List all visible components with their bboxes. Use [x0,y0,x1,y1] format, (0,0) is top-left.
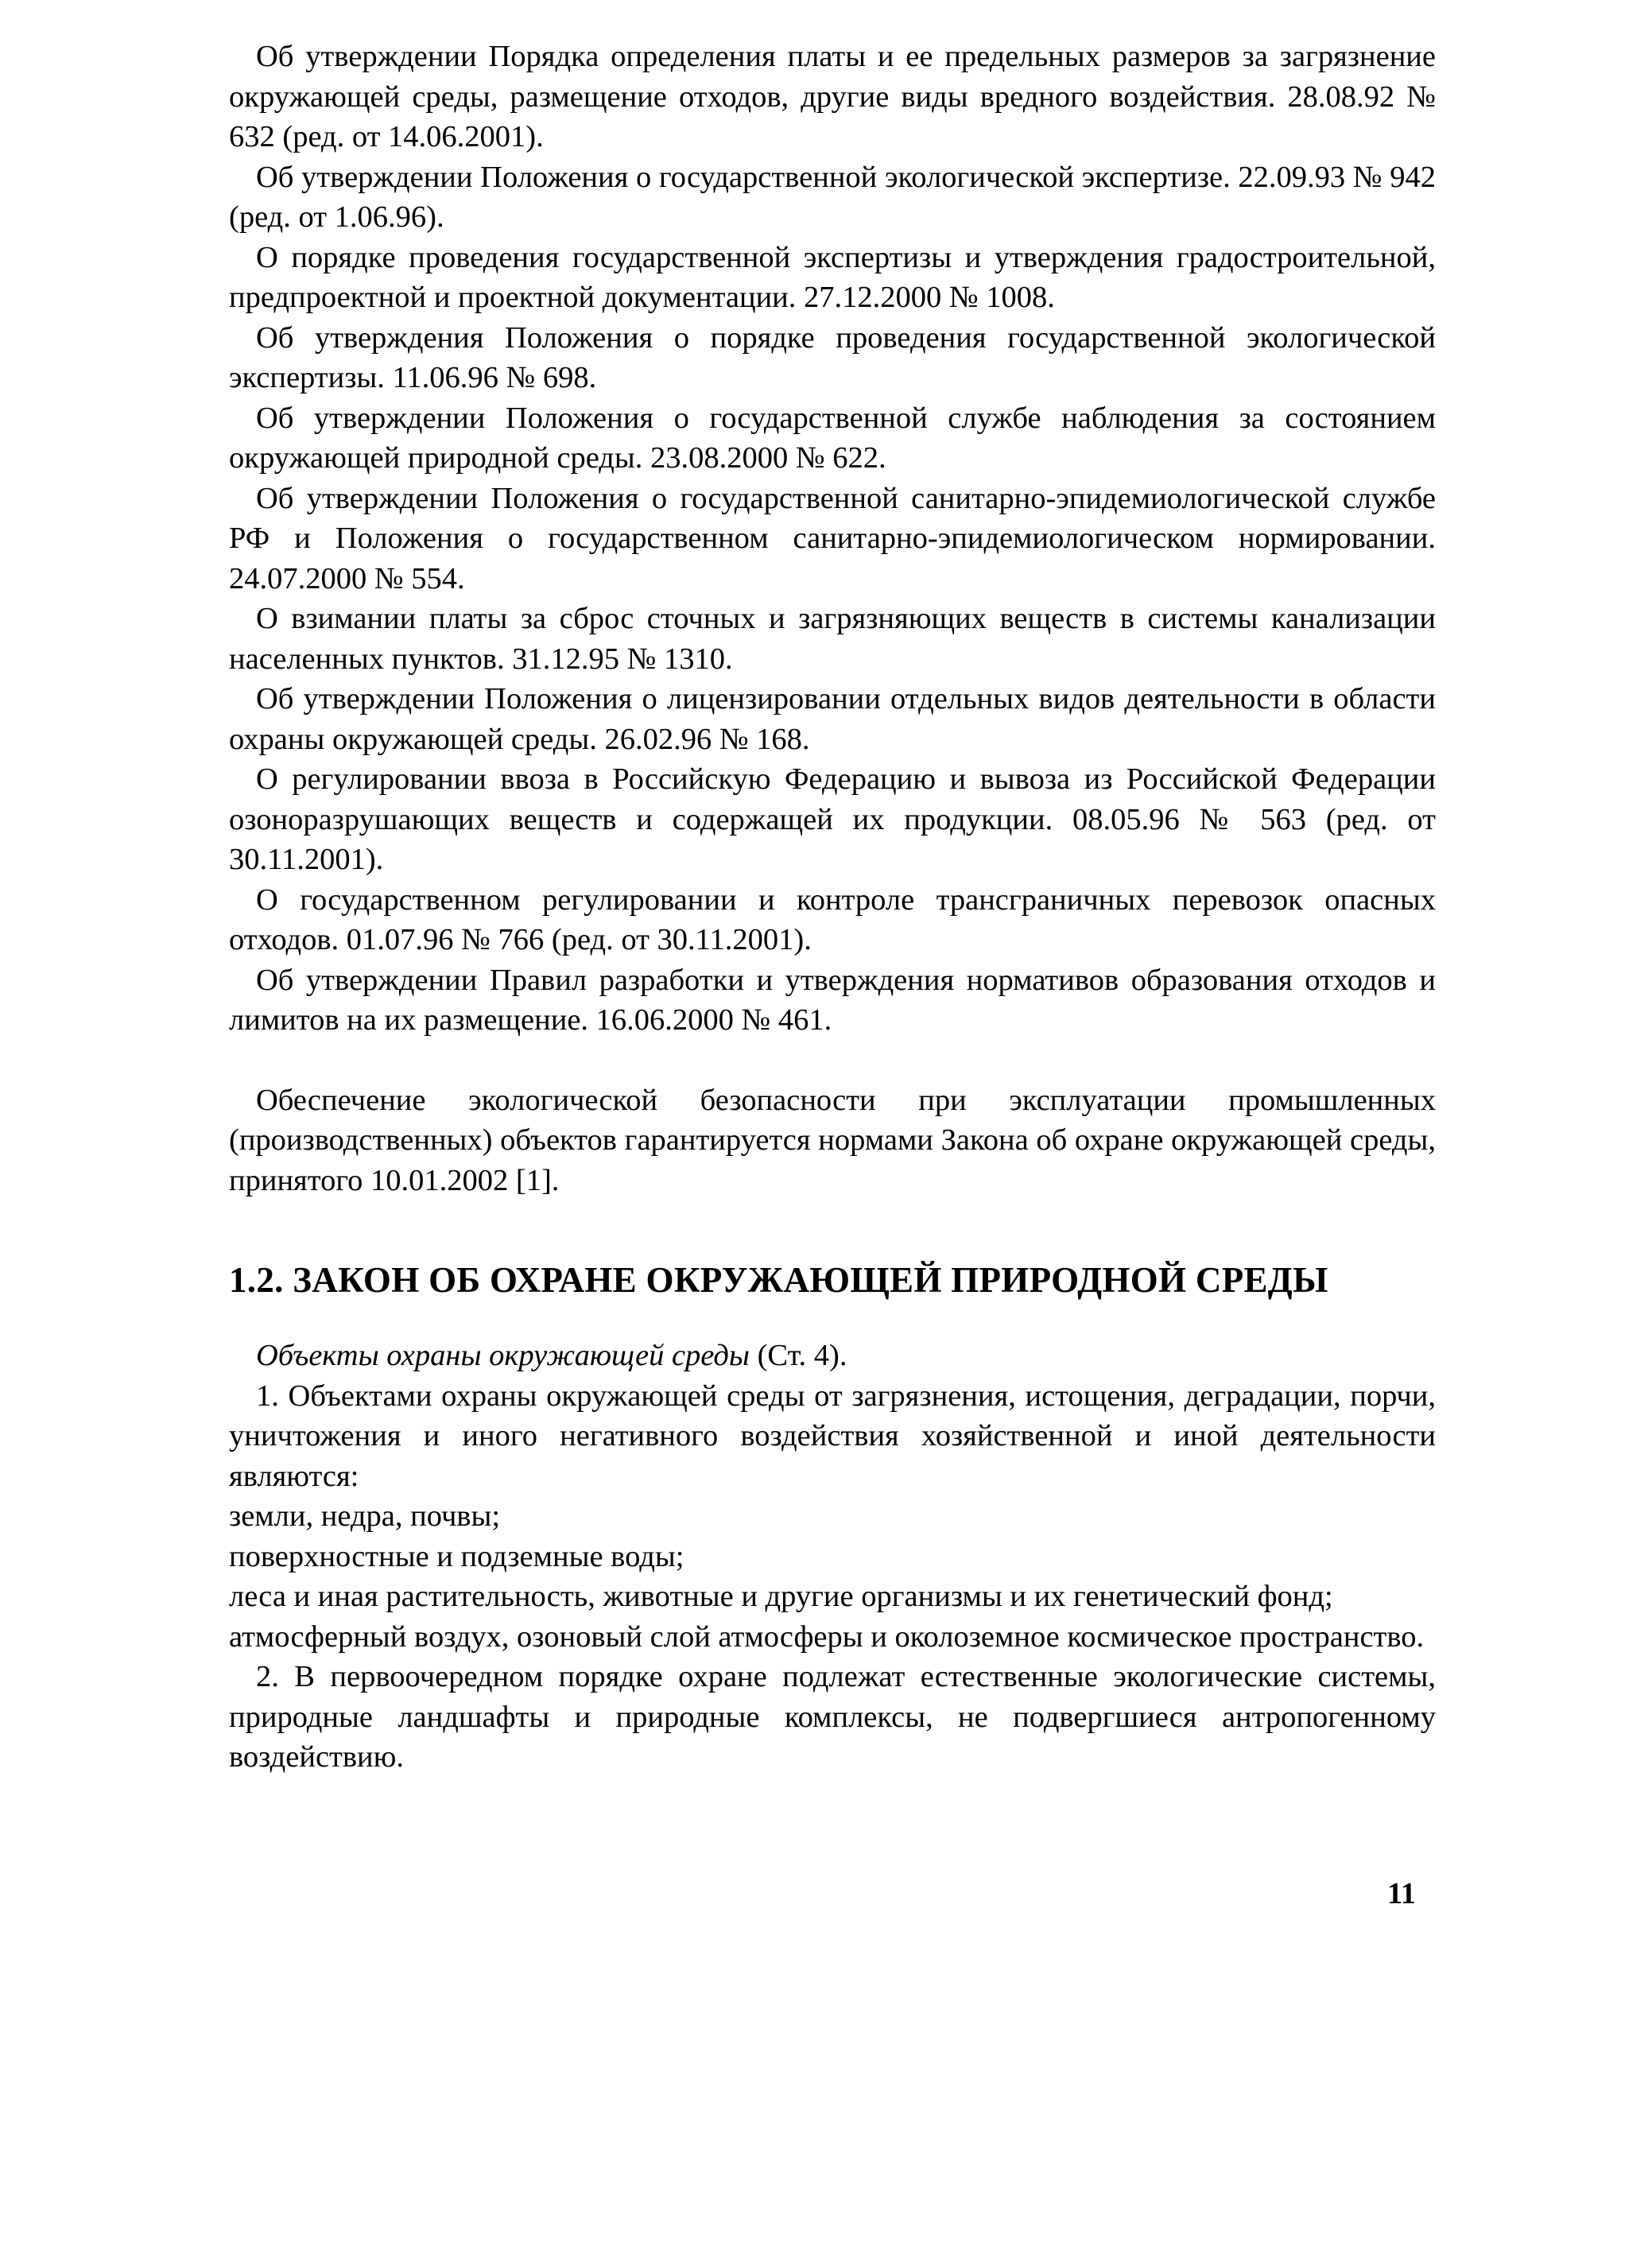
article-subtitle [229,1336,1436,1376]
list-item: атмосферный воздух, озоновый слой атмосферы и околоземное космическое пространство. [229,1619,1425,1654]
spacer [229,1041,1436,1080]
article-subtitle-italic: Объекты охраны окружающей среды [256,1339,750,1372]
article-item-2: 2. В первоочередном порядке охране подлежат естественные экологические системы, природные ландшафты и природные комплексы, не подвергшиеся антропогенному воздействию. [229,1660,1436,1774]
reference-item: Об утверждении Положения о государственной службе наблюдения за состоянием окружающей природной среды. 23.08.2000 № 622. [229,401,1436,475]
article-subtitle-ref: (Ст. 4). [749,1339,847,1372]
reference-item: О регулировании ввоза в Российскую Федерацию и вывоза из Российской Федерации озоноразрушающих веществ и содержащей их продукции. 08.05.96 № 563 (ред. от 30.11.2001). [229,762,1436,876]
list-item: леса и иная растительность, животные и другие организмы и их генетический фонд; [229,1580,1333,1613]
reference-item: Об утверждении Положения о государственной санитарно-эпидемиологической службе РФ и Положения о государственном санитарно-эпидемиологическом нормировании. 24.07.2000 № 554. [229,481,1436,595]
list-item: поверхностные и подземные воды; [229,1539,684,1573]
reference-item: Об утверждении Правил разработки и утверждения нормативов образования отходов и лимитов на их размещение. 16.06.2000 № 461. [229,963,1436,1037]
section-heading: 1.2. ЗАКОН ОБ ОХРАНЕ ОКРУЖАЮЩЕЙ ПРИРОДНОЙ СРЕДЫ [229,1260,1328,1300]
intro-paragraph: Обеспечение экологической безопасности при эксплуатации промышленных (производственных) объектов гарантируется нормами Закона об охране окружающей среды, принятого 10.01.2002 [1]. [229,1083,1436,1197]
page-number: 11 [1387,1877,1416,1910]
list-item: земли, недра, почвы; [229,1499,501,1533]
article-item-1: 1. Объектами охраны окружающей среды от загрязнения, истощения, деградации, порчи, уничтожения и иного негативного воздействия хозяйственной и иной деятельности являются: [229,1379,1436,1493]
protected-objects-list [229,1496,1436,1657]
reference-item: О государственном регулировании и контроле трансграничных перевозок опасных отходов. 01.07.96 № 766 (ред. от 30.11.2001). [229,882,1436,956]
reference-item: О порядке проведения государственной экспертизы и утверждения градостроительной, предпроектной и проектной документации. 27.12.2000 № 1008. [229,240,1436,314]
reference-item: Об утверждения Положения о порядке проведения государственной экологической экспертизы. 11.06.96 № 698. [229,320,1436,394]
reference-item: Об утверждении Порядка определения платы и ее предельных размеров за загрязнение окружающей среды, размещение отходов, другие виды вредного воздействия. 28.08.92 № 632 (ред. от 14.06.2001). [229,40,1436,153]
reference-item: Об утверждении Положения о лицензировании отдельных видов деятельности в области охраны окружающей среды. 26.02.96 № 168. [229,682,1436,756]
page-body [229,37,1436,1778]
reference-list [229,37,1436,1041]
reference-item: Об утверждении Положения о государственной экологической экспертизе. 22.09.93 № 942 (ред. от 1.06.96). [229,160,1436,234]
reference-item: О взимании платы за сброс сточных и загрязняющих веществ в системы канализации населенных пунктов. 31.12.95 № 1310. [229,602,1436,676]
